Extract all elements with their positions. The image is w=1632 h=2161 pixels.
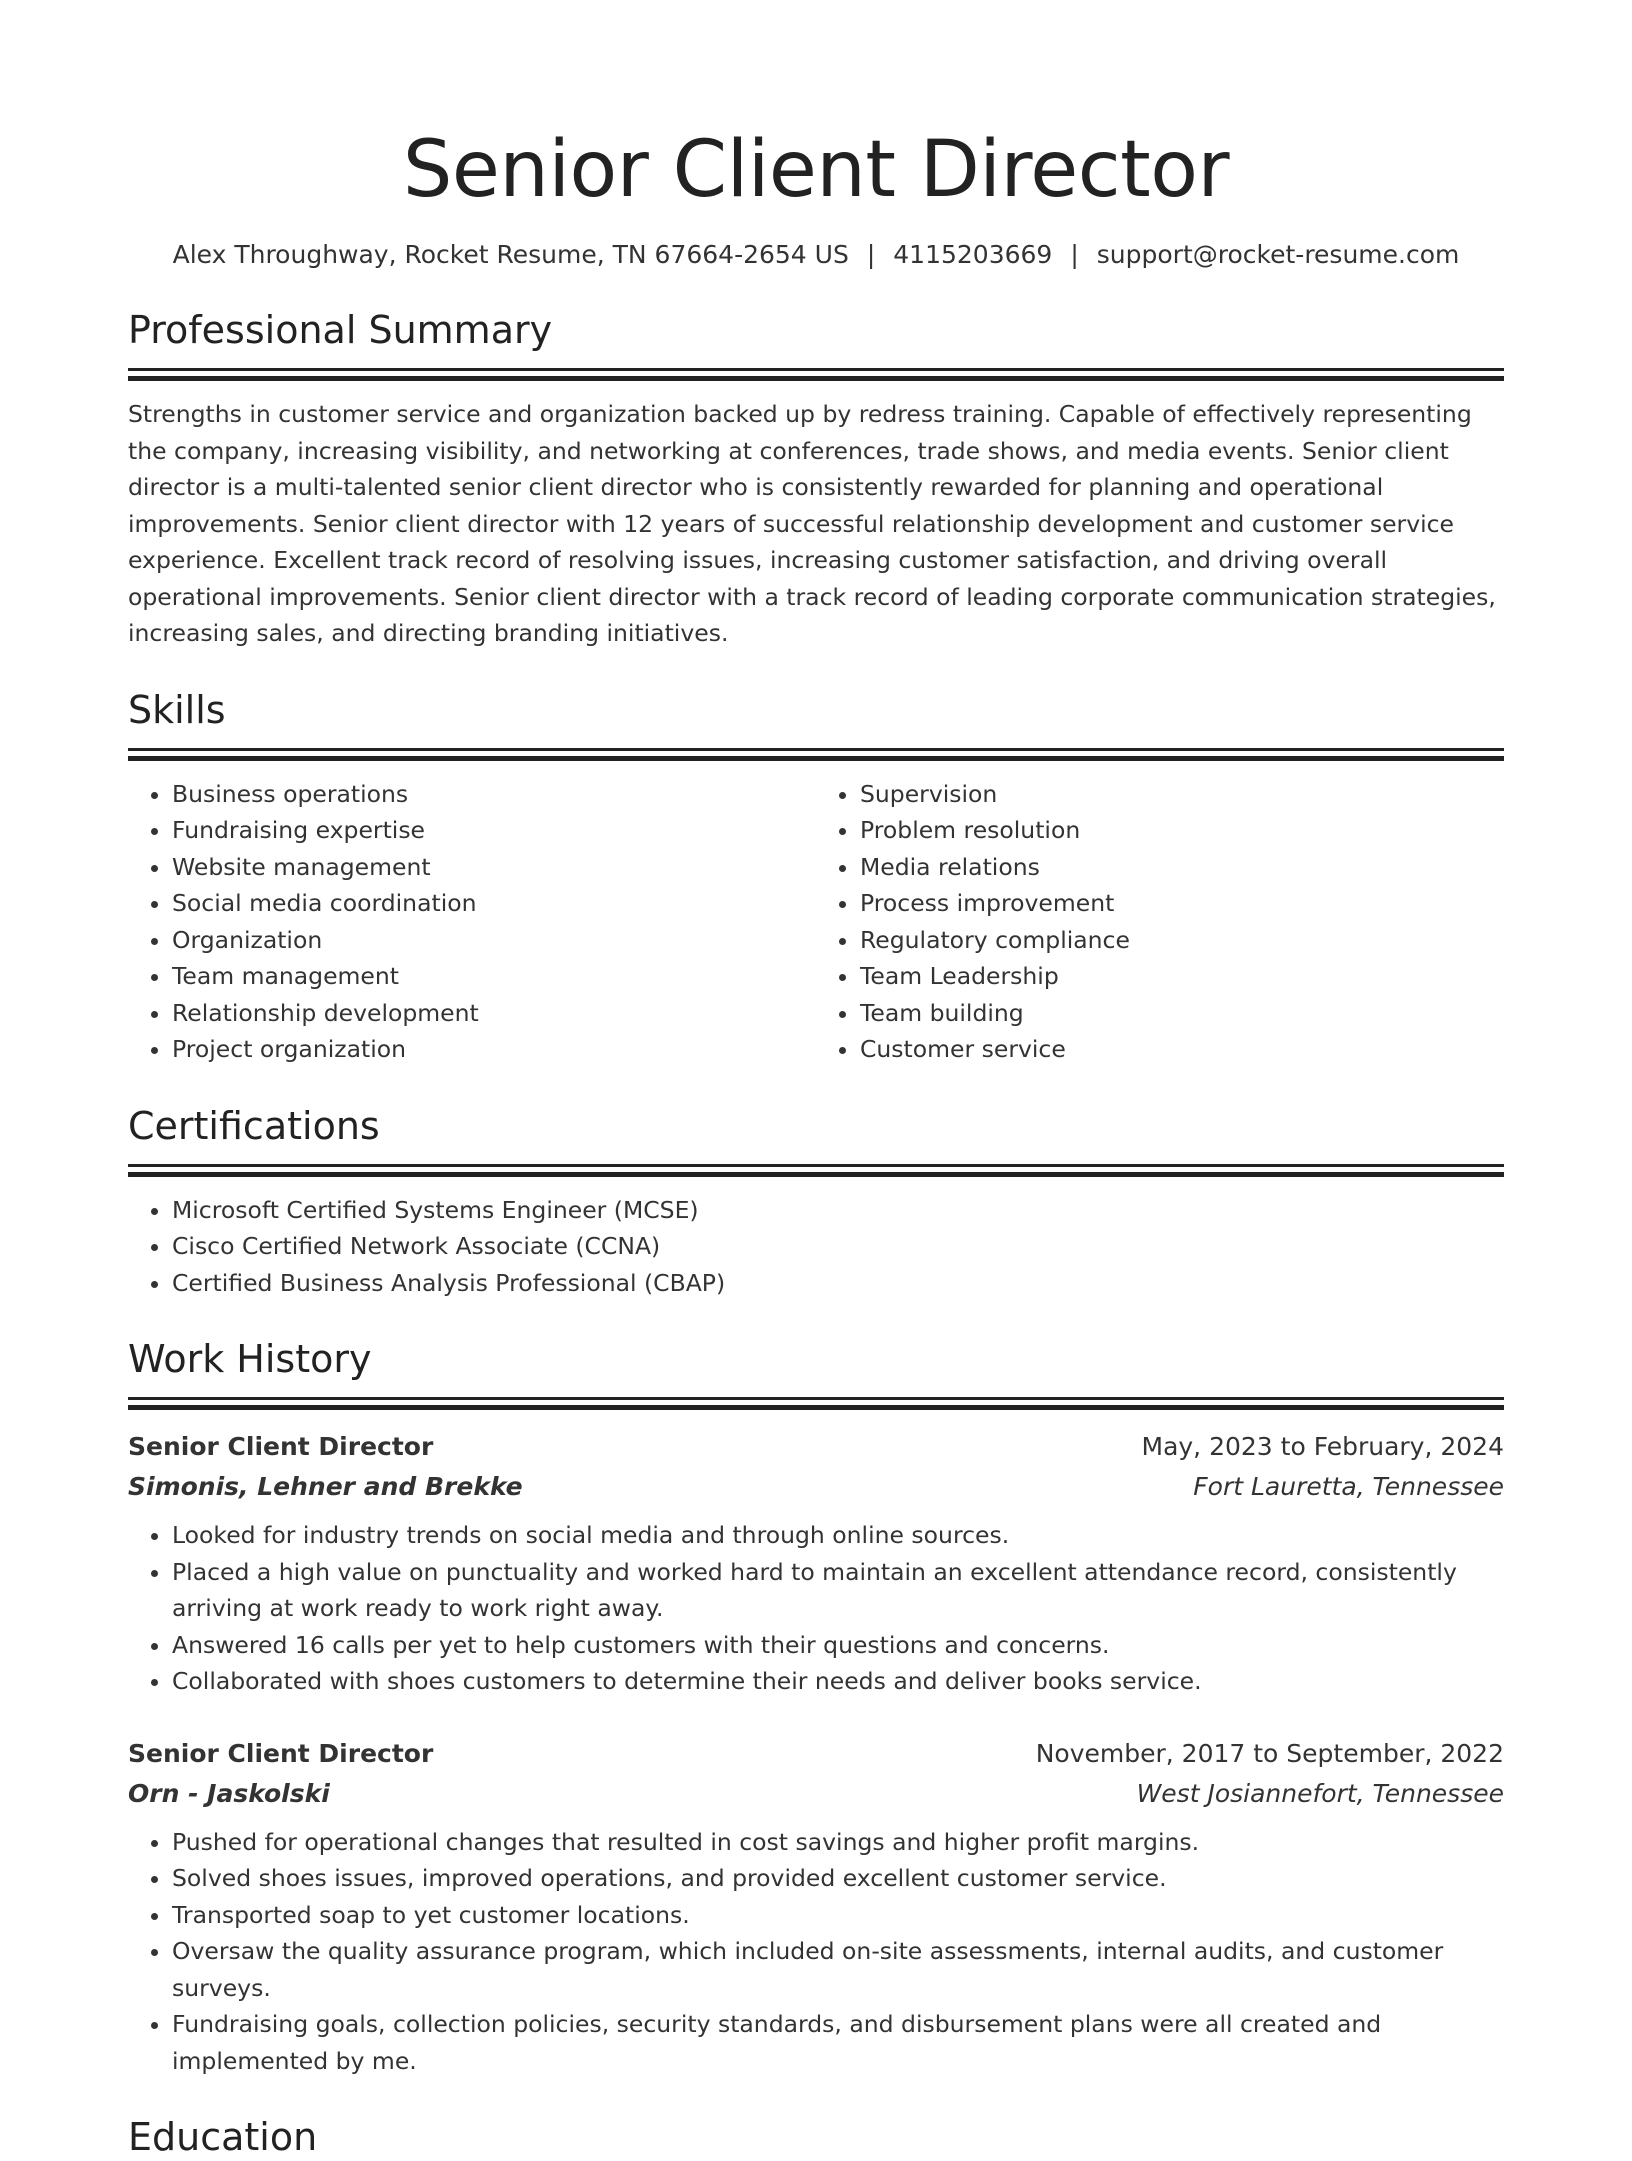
skill-item: • Website management — [172, 849, 816, 886]
job-bullet: • Fundraising goals, collection policies, security standards, and disbursement plans were all created and implemented by me. — [172, 2006, 1504, 2079]
job-bullet: • Answered 16 calls per yet to help customers with their questions and concerns. — [172, 1627, 1504, 1664]
skill-item: • Project organization — [172, 1031, 816, 1068]
job-bullet: • Looked for industry trends on social media and through online sources. — [172, 1517, 1504, 1554]
contact-separator: | — [1070, 240, 1079, 269]
section-title-certifications: Certifications — [128, 1103, 380, 1148]
summary-text: Strengths in customer service and organization backed up by redress training. Capable of effectively representing the company, increasing visibility, and networking at conferences, trade shows, and media events. Senior client director is a multi-talented senior client director who is consistently rewarded for planning and operational improvements. Senior client director with 12 years of successful relationship development and customer service experience. Excellent track record of resolving issues, increasing customer satisfaction, and driving overall operational improvements. Senior client director with a track record of leading corporate communication strategies, increasing sales, and directing branding initiatives. — [128, 400, 1496, 647]
job-location: West Josiannefort, Tennessee — [1136, 1778, 1504, 1808]
job-title: Senior Client Director — [128, 1738, 434, 1768]
job-bullet: • Solved shoes issues, improved operations, and provided excellent customer service. — [172, 1860, 1504, 1897]
certification-item: • Certified Business Analysis Professional (CBAP) — [172, 1265, 1504, 1302]
section-divider — [128, 368, 1504, 371]
section-divider — [128, 1164, 1504, 1167]
skill-item: • Customer service — [860, 1031, 1504, 1068]
job-title: Senior Client Director — [128, 1432, 434, 1461]
skill-item: • Social media coordination — [172, 885, 816, 922]
job-dates: May, 2023 to February, 2024 — [1141, 1432, 1504, 1461]
job-bullet: • Collaborated with shoes customers to determine their needs and deliver books service. — [172, 1663, 1504, 1700]
job-bullets — [128, 1517, 1504, 1700]
contact-email: support@rocket-resume.com — [1096, 240, 1460, 269]
skill-item: • Team building — [860, 995, 1504, 1032]
skills-list-right — [816, 776, 1504, 1068]
skill-item: • Supervision — [860, 776, 1504, 813]
job-bullets — [128, 1824, 1504, 2080]
certification-item: • Cisco Certified Network Associate (CCNA) — [172, 1228, 1504, 1265]
skills-grid — [128, 776, 1504, 1068]
job-company: Orn - Jaskolski — [128, 1778, 330, 1808]
skills-section — [128, 686, 1504, 1068]
skill-item: • Business operations — [172, 776, 816, 813]
job-bullet: • Oversaw the quality assurance program, which included on-site assessments, internal audits, and customer surveys. — [172, 1933, 1504, 2006]
resume-page — [128, 0, 1504, 2161]
job-entry — [128, 1734, 1504, 2080]
section-title-education: Education — [128, 2115, 318, 2159]
certifications-section — [128, 1102, 1504, 1302]
section-divider — [128, 1397, 1504, 1400]
certifications-list — [128, 1192, 1504, 1302]
skill-item: • Team management — [172, 958, 816, 995]
contact-separator: | — [866, 240, 876, 269]
section-title-work-history: Work History — [128, 1337, 372, 1381]
skill-item: • Relationship development — [172, 995, 816, 1032]
skill-item: • Organization — [172, 922, 816, 959]
section-title-summary: Professional Summary — [128, 308, 553, 352]
contact-address: Alex Throughway, Rocket Resume, TN 67664-2654 US — [172, 240, 849, 269]
job-dates: November, 2017 to September, 2022 — [1035, 1738, 1504, 1768]
summary-section — [128, 306, 1504, 652]
contact-line — [128, 238, 1504, 272]
job-entry — [128, 1427, 1504, 1700]
job-location: Fort Lauretta, Tennessee — [1193, 1472, 1504, 1501]
skill-item: • Regulatory compliance — [860, 922, 1504, 959]
skill-item: • Team Leadership — [860, 958, 1504, 995]
resume-title: Senior Client Director — [402, 125, 1230, 215]
certification-item: • Microsoft Certified Systems Engineer (MCSE) — [172, 1192, 1504, 1229]
skill-item: • Media relations — [860, 849, 1504, 886]
skill-item: • Problem resolution — [860, 812, 1504, 849]
work-history-section — [128, 1335, 1504, 2079]
section-title-skills: Skills — [128, 687, 226, 732]
skills-list-left — [128, 776, 816, 1068]
skill-item: • Fundraising expertise — [172, 812, 816, 849]
job-company: Simonis, Lehner and Brekke — [128, 1472, 523, 1501]
contact-phone: 4115203669 — [893, 240, 1053, 269]
section-divider — [128, 748, 1504, 751]
skill-item: • Process improvement — [860, 885, 1504, 922]
job-bullet: • Pushed for operational changes that resulted in cost savings and higher profit margins. — [172, 1824, 1504, 1861]
education-section — [128, 2113, 1504, 2161]
job-bullet: • Transported soap to yet customer locations. — [172, 1897, 1504, 1934]
job-bullet: • Placed a high value on punctuality and worked hard to maintain an excellent attendance record, consistently arriving at work ready to work right away. — [172, 1554, 1504, 1627]
